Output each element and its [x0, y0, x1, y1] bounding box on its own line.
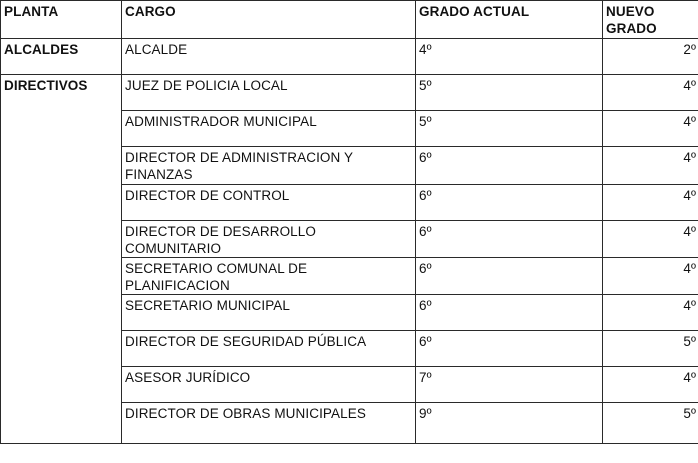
- cargo-cell: DIRECTOR DE ADMINISTRACION Y FINANZAS: [122, 147, 416, 185]
- planta-cell-alcaldes: ALCALDES: [1, 39, 122, 75]
- grado-actual-cell: 6º: [416, 258, 603, 295]
- header-nuevo-grado: [603, 1, 698, 39]
- table-body: [1, 39, 698, 444]
- grado-actual-cell: 5º: [416, 111, 603, 147]
- grado-actual-cell: 6º: [416, 185, 603, 221]
- header-planta: PLANTA: [1, 1, 122, 39]
- nuevo-grado-cell: 5º: [603, 331, 698, 367]
- nuevo-grado-cell: 4º: [603, 147, 698, 185]
- nuevo-grado-cell: 4º: [603, 185, 698, 221]
- grado-actual-cell: 9º: [416, 403, 603, 444]
- cargo-cell: DIRECTOR DE OBRAS MUNICIPALES: [122, 403, 416, 444]
- header-cargo: CARGO: [122, 1, 416, 39]
- header-grado-actual: GRADO ACTUAL: [416, 1, 603, 39]
- grado-actual-cell: 6º: [416, 147, 603, 185]
- nuevo-grado-cell: 4º: [603, 367, 698, 403]
- grado-actual-cell: 6º: [416, 295, 603, 331]
- cargo-cell: ALCALDE: [122, 39, 416, 75]
- header-nuevo-grado-line1: NUEVO: [606, 4, 655, 19]
- grado-actual-cell: 6º: [416, 331, 603, 367]
- grado-actual-cell: 6º: [416, 221, 603, 258]
- nuevo-grado-cell: 4º: [603, 258, 698, 295]
- cargo-cell: ADMINISTRADOR MUNICIPAL: [122, 111, 416, 147]
- cargo-cell: DIRECTOR DE SEGURIDAD PÚBLICA: [122, 331, 416, 367]
- nuevo-grado-cell: 5º: [603, 403, 698, 444]
- header-nuevo-grado-line2: GRADO: [606, 21, 657, 36]
- grado-actual-cell: 5º: [416, 75, 603, 111]
- grado-actual-cell: 4º: [416, 39, 603, 75]
- cargo-cell: ASESOR JURÍDICO: [122, 367, 416, 403]
- table-row: [1, 39, 698, 75]
- nuevo-grado-cell: 4º: [603, 295, 698, 331]
- cargo-cell: DIRECTOR DE CONTROL: [122, 185, 416, 221]
- header-row: [1, 1, 698, 39]
- nuevo-grado-cell: 4º: [603, 221, 698, 258]
- cargo-cell: JUEZ DE POLICIA LOCAL: [122, 75, 416, 111]
- cargo-cell: SECRETARIO MUNICIPAL: [122, 295, 416, 331]
- planta-cell-directivos: DIRECTIVOS: [1, 75, 122, 444]
- grado-actual-cell: 7º: [416, 367, 603, 403]
- nuevo-grado-cell: 4º: [603, 111, 698, 147]
- cargo-cell: DIRECTOR DE DESARROLLO COMUNITARIO: [122, 221, 416, 258]
- nuevo-grado-cell: 4º: [603, 75, 698, 111]
- table-header: [1, 1, 698, 39]
- table-row: [1, 75, 698, 111]
- cargo-cell: SECRETARIO COMUNAL DE PLANIFICACION: [122, 258, 416, 295]
- nuevo-grado-cell: 2º: [603, 39, 698, 75]
